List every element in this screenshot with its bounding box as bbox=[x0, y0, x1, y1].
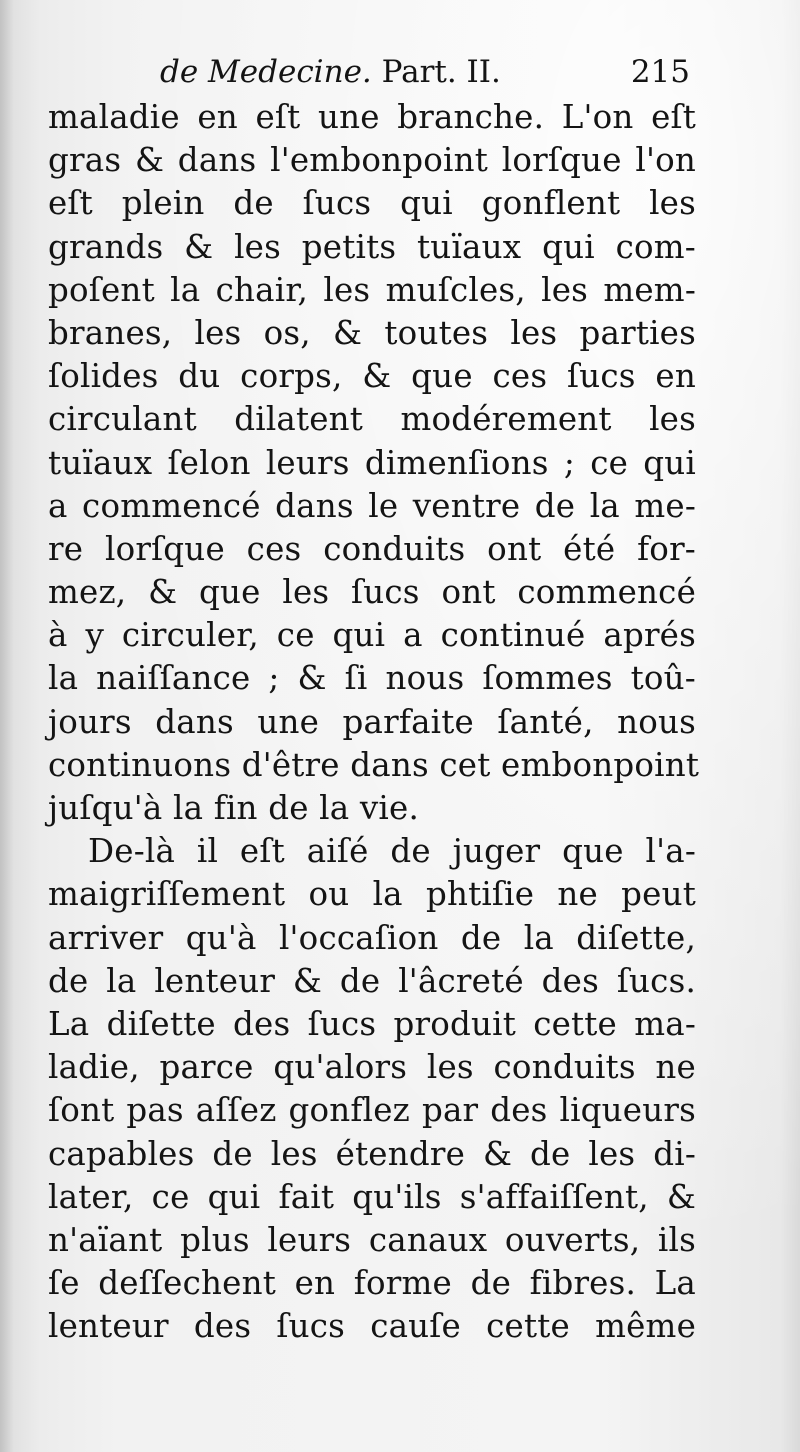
text-line: ſolides du corps, & que ces ſucs en bbox=[48, 357, 696, 396]
text-line: ladie, parce qu'alors les conduits ne bbox=[48, 1048, 696, 1087]
text-line: La diſette des ſucs produit cette ma- bbox=[48, 1004, 696, 1043]
text-line: lenteur des ſucs cauſe cette même bbox=[48, 1307, 696, 1346]
text-line: poſent la chair, les muſcles, les mem- bbox=[48, 270, 696, 309]
text-line: maladie en eſt une branche. L'on eſt bbox=[48, 98, 696, 136]
text-line: de la lenteur & de l'âcreté des ſucs. bbox=[48, 961, 696, 1000]
text-line: a commencé dans le ventre de la me- bbox=[48, 486, 696, 525]
text-line: la naiſſance ; & ſi nous ſommes toû- bbox=[48, 659, 696, 698]
running-head-title: de Medecine. bbox=[160, 54, 372, 90]
text-line: branes, les os, & toutes les parties bbox=[48, 313, 696, 352]
text-line: circulant dilatent modérement les bbox=[48, 400, 696, 439]
text-line: mez, & que les ſucs ont commencé bbox=[48, 573, 696, 612]
running-head-part: Part. II. bbox=[381, 54, 501, 90]
body-text bbox=[48, 96, 700, 1348]
text-line: capables de les étendre & de les di- bbox=[48, 1134, 696, 1173]
text-line: ſont pas aſſez gonflez par des liqueurs bbox=[48, 1091, 696, 1130]
text-line: arriver qu'à l'occaſion de la diſette, bbox=[48, 918, 696, 957]
text-line: jours dans une parfaite ſanté, nous bbox=[48, 702, 696, 741]
text-line: later, ce qui fait qu'ils s'affaiſſent, & bbox=[48, 1177, 696, 1216]
text-line: tuïaux ſelon leurs dimenſions ; ce qui bbox=[48, 443, 696, 482]
running-head bbox=[160, 52, 690, 92]
page-number: 215 bbox=[630, 54, 690, 90]
text-line: ſe deſſechent en forme de fibres. La bbox=[48, 1264, 696, 1303]
text-line: eſt plein de ſucs qui gonflent les bbox=[48, 184, 696, 223]
paragraph-start-line: De-là il eſt aiſé de juger que l'a- bbox=[88, 832, 696, 871]
text-line: grands & les petits tuïaux qui com- bbox=[48, 227, 696, 266]
text-line: re lorſque ces conduits ont été for- bbox=[48, 529, 696, 568]
text-line: continuons d'être dans cet embonpoint bbox=[48, 745, 700, 784]
text-line: à y circuler, ce qui a continué aprés bbox=[48, 616, 696, 655]
text-line: gras & dans l'embonpoint lorſque l'on bbox=[48, 141, 696, 180]
text-line: n'aïant plus leurs canaux ouverts, ils bbox=[48, 1220, 696, 1259]
paragraph-end-line: juſqu'à la fin de la vie. bbox=[48, 789, 419, 827]
text-line: maigriſſement ou la phtiſie ne peut bbox=[48, 875, 696, 914]
